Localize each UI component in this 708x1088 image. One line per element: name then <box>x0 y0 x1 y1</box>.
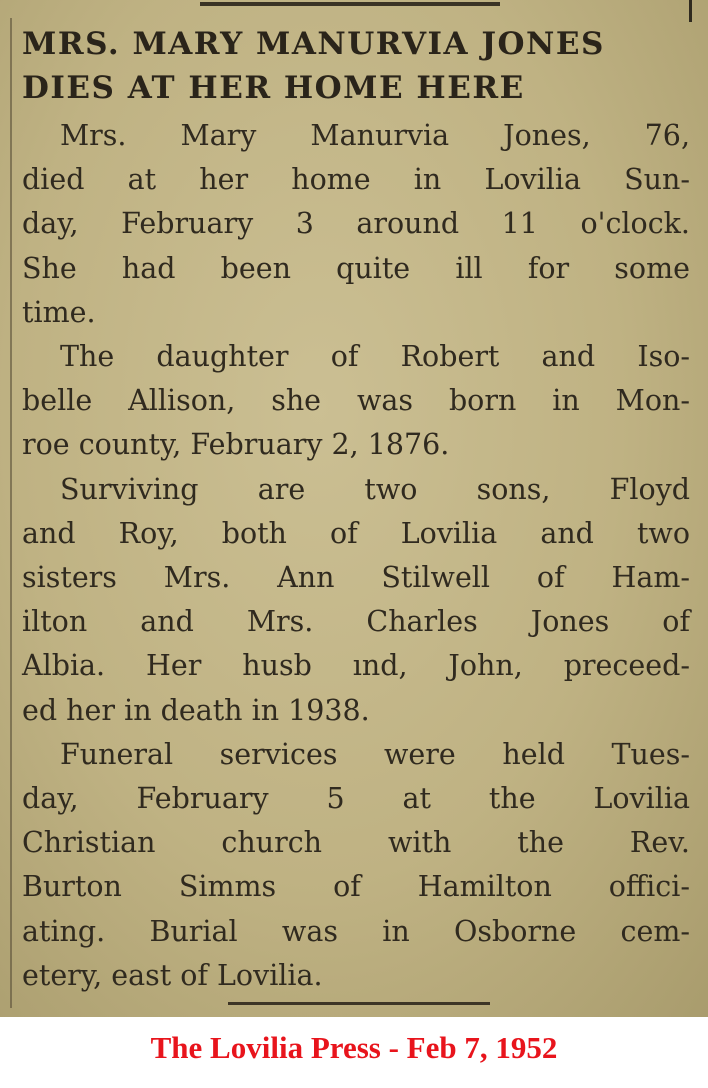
article-line: Funeral services were held Tues- <box>60 737 690 771</box>
article-line: time. <box>22 295 96 329</box>
article-line: Surviving are two sons, Floyd <box>60 472 690 506</box>
article-line: The daughter of Robert and Iso- <box>60 340 690 374</box>
headline <box>22 22 692 110</box>
top-rule <box>200 2 500 6</box>
article-line: died at her home in Lovilia Sun- <box>22 163 690 197</box>
article-line: Burton Simms of Hamilton offici- <box>22 870 690 904</box>
article-line: etery, east of Lovilia. <box>22 958 323 992</box>
article-line: Christian church with the Rev. <box>22 826 690 860</box>
article-body <box>22 114 690 998</box>
bottom-rule <box>228 1002 490 1005</box>
article-line: belle Allison, she was born in Mon- <box>22 384 690 418</box>
headline-line-1: MRS. MARY MANURVIA JONES <box>22 26 605 62</box>
article-line: Mrs. Mary Manurvia Jones, 76, <box>60 119 690 152</box>
source-caption: The Lovilia Press - Feb 7, 1952 <box>150 1030 558 1065</box>
article-line: Albia. Her husb ınd, John, preceed- <box>22 649 690 683</box>
article-line: and Roy, both of Lovilia and two <box>22 516 690 550</box>
article-line: sisters Mrs. Ann Stilwell of Ham- <box>22 561 690 595</box>
article-line: roe county, February 2, 1876. <box>22 428 450 462</box>
headline-line-2: DIES AT HER HOME HERE <box>22 70 525 106</box>
article-line: day, February 5 at the Lovilia <box>22 782 690 816</box>
article-line: She had been quite ill for some <box>22 251 690 285</box>
article-line: ilton and Mrs. Charles Jones of <box>22 605 690 639</box>
article-line: ed her in death in 1938. <box>22 693 370 727</box>
left-rule <box>10 18 12 1008</box>
article-line: day, February 3 around 11 o'clock. <box>22 207 690 241</box>
article-line: ating. Burial was in Osborne cem- <box>22 914 690 948</box>
right-rule <box>689 0 692 22</box>
